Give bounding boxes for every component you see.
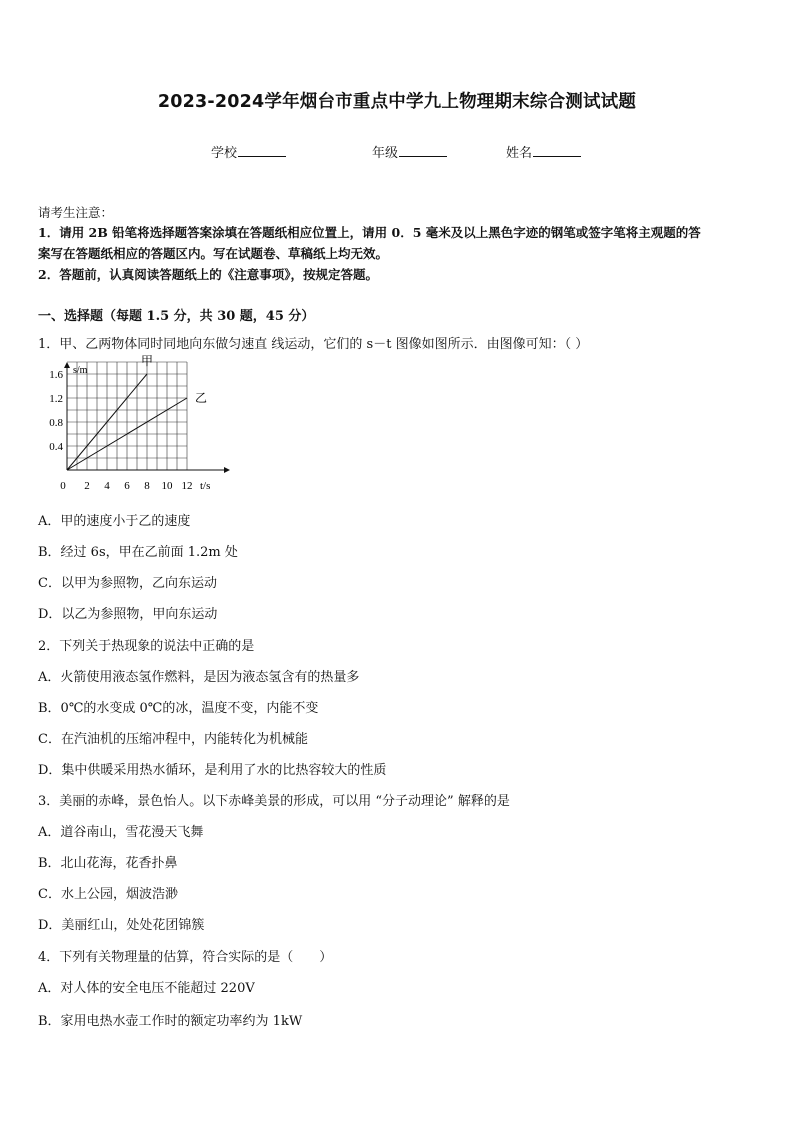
x-tick-label: 4 xyxy=(104,480,110,492)
y-tick-label: 1.6 xyxy=(49,369,63,381)
chart-ticks xyxy=(49,365,210,492)
x-axis-arrow xyxy=(224,467,230,473)
notice-heading: 请考生注意： xyxy=(38,205,114,220)
name-field xyxy=(506,142,581,161)
x-tick-label: 2 xyxy=(84,480,90,492)
notice-item-1-cont: 案写在答题纸相应的答题区内。写在试题卷、草稿纸上均无效。 xyxy=(38,246,389,261)
notice-item-2: 2．答题前，认真阅读答题纸上的《注意事项》，按规定答题。 xyxy=(38,267,378,282)
school-label: 学校 xyxy=(211,146,238,161)
y-axis-label: s/m xyxy=(73,365,88,376)
question-1-option-a: A．甲的速度小于乙的速度 xyxy=(38,514,191,529)
question-3-option-a: A．道谷南山，雪花漫天飞舞 xyxy=(38,825,204,840)
name-blank xyxy=(533,144,581,157)
question-4-option-b: B．家用电热水壶工作时的额定功率约为 1kW xyxy=(38,1014,303,1029)
question-3-option-b: B．北山花海，花香扑鼻 xyxy=(38,856,178,871)
question-3-option-d: D．美丽红山，处处花团锦簇 xyxy=(38,918,205,933)
series-label-jia: 甲 xyxy=(141,354,154,368)
x-tick-label: 8 xyxy=(144,480,150,492)
question-2-option-c: C．在汽油机的压缩冲程中，内能转化为机械能 xyxy=(38,732,308,747)
question-2-option-b: B．0℃的水变成 0℃的冰，温度不变，内能不变 xyxy=(38,701,319,716)
y-tick-label: 1.2 xyxy=(49,393,63,405)
x-tick-label: 12 xyxy=(181,480,193,492)
question-3-option-c: C．水上公园，烟波浩渺 xyxy=(38,887,178,902)
question-3-stem: 3．美丽的赤峰，景色怡人。以下赤峰美景的形成，可以用 “分子动理论” 解释的是 xyxy=(38,794,510,809)
notice-item-1: 1．请用 2B 铅笔将选择题答案涂填在答题纸相应位置上，请用 0．5 毫米及以上黑色字迹的钢笔或签字笔将主观题的答 xyxy=(38,225,701,240)
question-1-option-b: B．经过 6s，甲在乙前面 1.2m 处 xyxy=(38,545,238,560)
chart-grid xyxy=(67,362,187,470)
name-label: 姓名 xyxy=(506,146,533,161)
page-title: 2023-2024学年烟台市重点中学九上物理期末综合测试试题 xyxy=(157,92,637,112)
question-1-option-d: D．以乙为参照物，甲向东运动 xyxy=(38,607,218,622)
question-2-option-a: A．火箭使用液态氢作燃料，是因为液态氢含有的热量多 xyxy=(38,670,360,685)
school-blank xyxy=(238,144,286,157)
question-2-stem: 2．下列关于热现象的说法中正确的是 xyxy=(38,639,255,654)
grade-field xyxy=(372,142,447,161)
x-axis-label: t/s xyxy=(200,480,211,492)
series-label-yi: 乙 xyxy=(195,391,208,405)
st-graph xyxy=(36,354,236,494)
question-2-option-d: D．集中供暖采用热水循环，是利用了水的比热容较大的性质 xyxy=(38,763,387,778)
x-tick-label: 10 xyxy=(161,480,173,492)
x-tick-label: 0 xyxy=(60,480,66,492)
question-4-option-a: A．对人体的安全电压不能超过 220V xyxy=(38,981,255,996)
grade-label: 年级 xyxy=(372,146,399,161)
section-heading: 一、选择题（每题 1.5 分，共 30 题，45 分） xyxy=(38,309,315,324)
y-tick-label: 0.8 xyxy=(49,417,63,429)
question-1-option-c: C．以甲为参照物，乙向东运动 xyxy=(38,576,217,591)
grade-blank xyxy=(399,144,447,157)
school-field xyxy=(211,142,286,161)
x-tick-label: 6 xyxy=(124,480,130,492)
y-tick-label: 0.4 xyxy=(49,441,63,453)
y-axis-arrow xyxy=(64,362,70,368)
question-1-stem: 1．甲、乙两物体同时同地向东做匀速直 线运动，它们的 s－t 图像如图所示．由图像可知：（ ） xyxy=(38,337,589,352)
question-4-stem: 4．下列有关物理量的估算，符合实际的是（ ） xyxy=(38,950,333,965)
